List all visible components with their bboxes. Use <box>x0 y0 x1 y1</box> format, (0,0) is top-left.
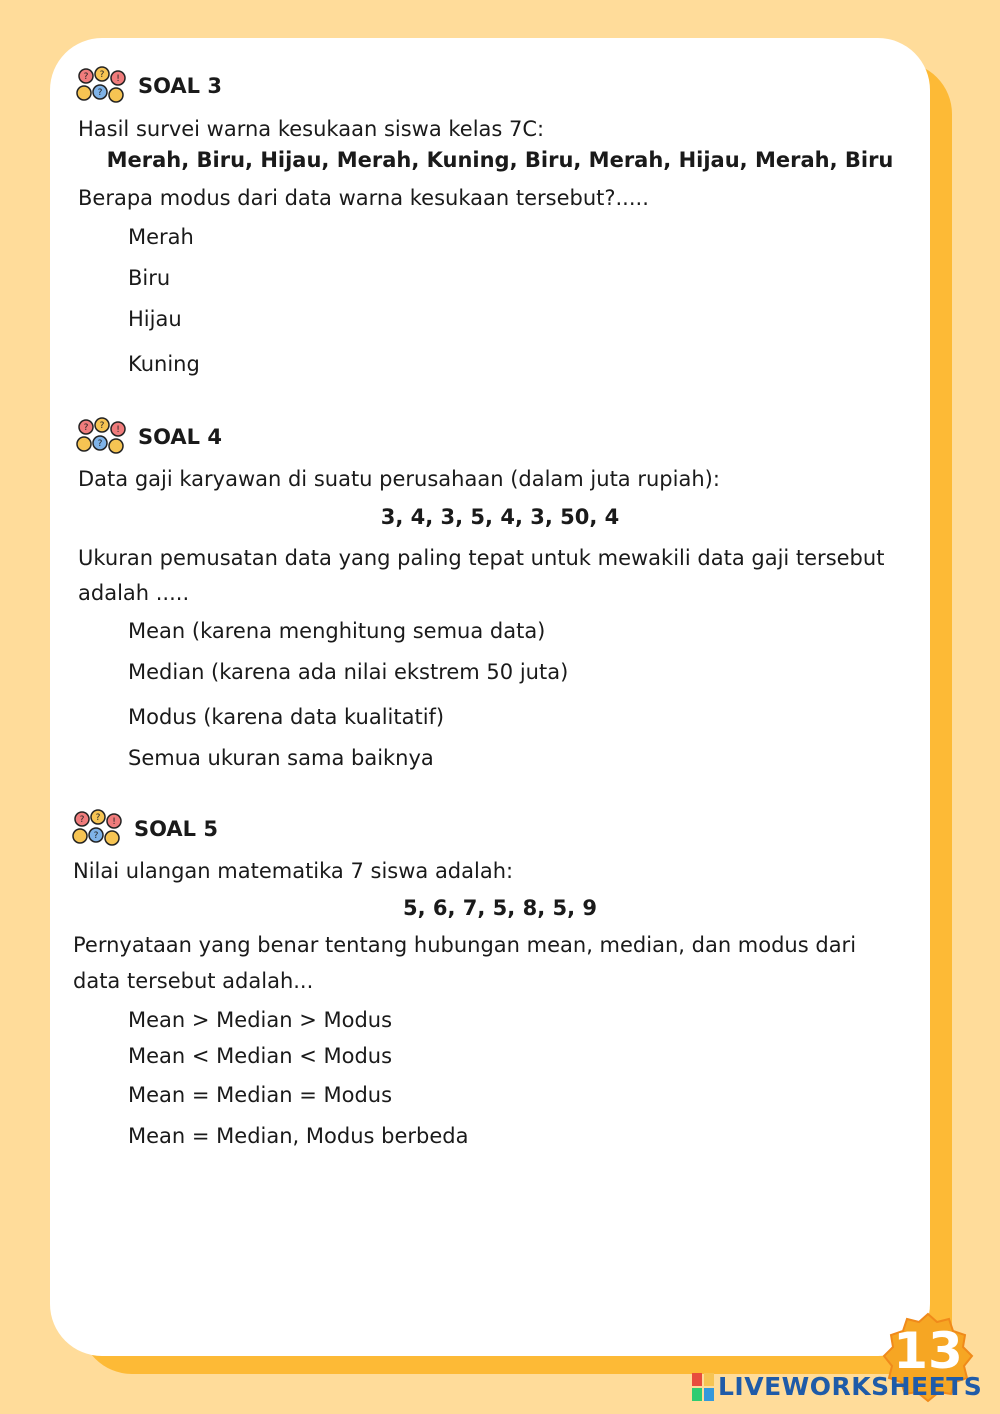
svg-text:!: ! <box>116 74 120 84</box>
soal5-option-4[interactable]: Mean = Median, Modus berbeda <box>128 1124 469 1148</box>
svg-text:?: ? <box>99 421 105 431</box>
soal4-title: SOAL 4 <box>138 425 222 449</box>
soal3-header <box>74 66 222 106</box>
svg-text:!: ! <box>116 425 120 435</box>
soal4-option-4[interactable]: Semua ukuran sama baiknya <box>128 746 434 770</box>
soal3-option-3[interactable]: Hijau <box>128 307 182 331</box>
soal5-question-line1: Pernyataan yang benar tentang hubungan mean, median, dan modus dari <box>73 933 857 957</box>
soal3-title: SOAL 3 <box>138 74 222 98</box>
soal5-option-3[interactable]: Mean = Median = Modus <box>128 1083 393 1107</box>
soal4-data-line: 3, 4, 3, 5, 4, 3, 50, 4 <box>380 505 620 529</box>
soal5-title: SOAL 5 <box>134 817 218 841</box>
svg-text:?: ? <box>79 815 85 825</box>
soal3-option-4[interactable]: Kuning <box>128 352 200 376</box>
soal3-intro: Hasil survei warna kesukaan siswa kelas 7C: <box>78 117 545 141</box>
soal4-intro: Data gaji karyawan di suatu perusahaan (dalam juta rupiah): <box>78 467 720 491</box>
soal3-option-2[interactable]: Biru <box>128 266 171 290</box>
liveworksheets-brand[interactable] <box>692 1372 982 1401</box>
soal4-header <box>74 417 222 457</box>
question-bubbles-icon <box>70 809 126 849</box>
soal4-question-line1: Ukuran pemusatan data yang paling tepat untuk mewakili data gaji tersebut <box>78 546 885 570</box>
soal5-data-line: 5, 6, 7, 5, 8, 5, 9 <box>402 896 597 920</box>
svg-text:?: ? <box>95 813 101 823</box>
svg-text:?: ? <box>93 831 99 841</box>
svg-text:?: ? <box>83 72 89 82</box>
soal5-question-line2: data tersebut adalah... <box>73 969 314 993</box>
brand-name: LIVEWORKSHEETS <box>718 1372 983 1401</box>
soal3-option-1[interactable]: Merah <box>128 225 194 249</box>
liveworksheets-logo-icon <box>692 1373 714 1401</box>
soal5-intro: Nilai ulangan matematika 7 siswa adalah: <box>73 859 514 883</box>
soal4-option-1[interactable]: Mean (karena menghitung semua data) <box>128 619 546 643</box>
soal5-header <box>70 809 218 849</box>
soal4-option-2[interactable]: Median (karena ada nilai ekstrem 50 juta) <box>128 660 569 684</box>
page-number: 13 <box>893 1322 963 1380</box>
soal3-question: Berapa modus dari data warna kesukaan tersebut?..... <box>78 186 649 210</box>
soal3-data-line: Merah, Biru, Hijau, Merah, Kuning, Biru, Merah, Hijau, Merah, Biru <box>106 148 894 172</box>
soal4-question-line2: adalah ..... <box>78 581 190 605</box>
soal4-option-3[interactable]: Modus (karena data kualitatif) <box>128 705 445 729</box>
soal5-option-1[interactable]: Mean > Median > Modus <box>128 1008 393 1032</box>
svg-text:?: ? <box>97 439 103 449</box>
svg-text:?: ? <box>83 423 89 433</box>
question-bubbles-icon <box>74 417 130 457</box>
svg-text:?: ? <box>97 88 103 98</box>
svg-text:!: ! <box>112 817 116 827</box>
svg-text:?: ? <box>99 70 105 80</box>
question-bubbles-icon <box>74 66 130 106</box>
soal5-option-2[interactable]: Mean < Median < Modus <box>128 1044 393 1068</box>
